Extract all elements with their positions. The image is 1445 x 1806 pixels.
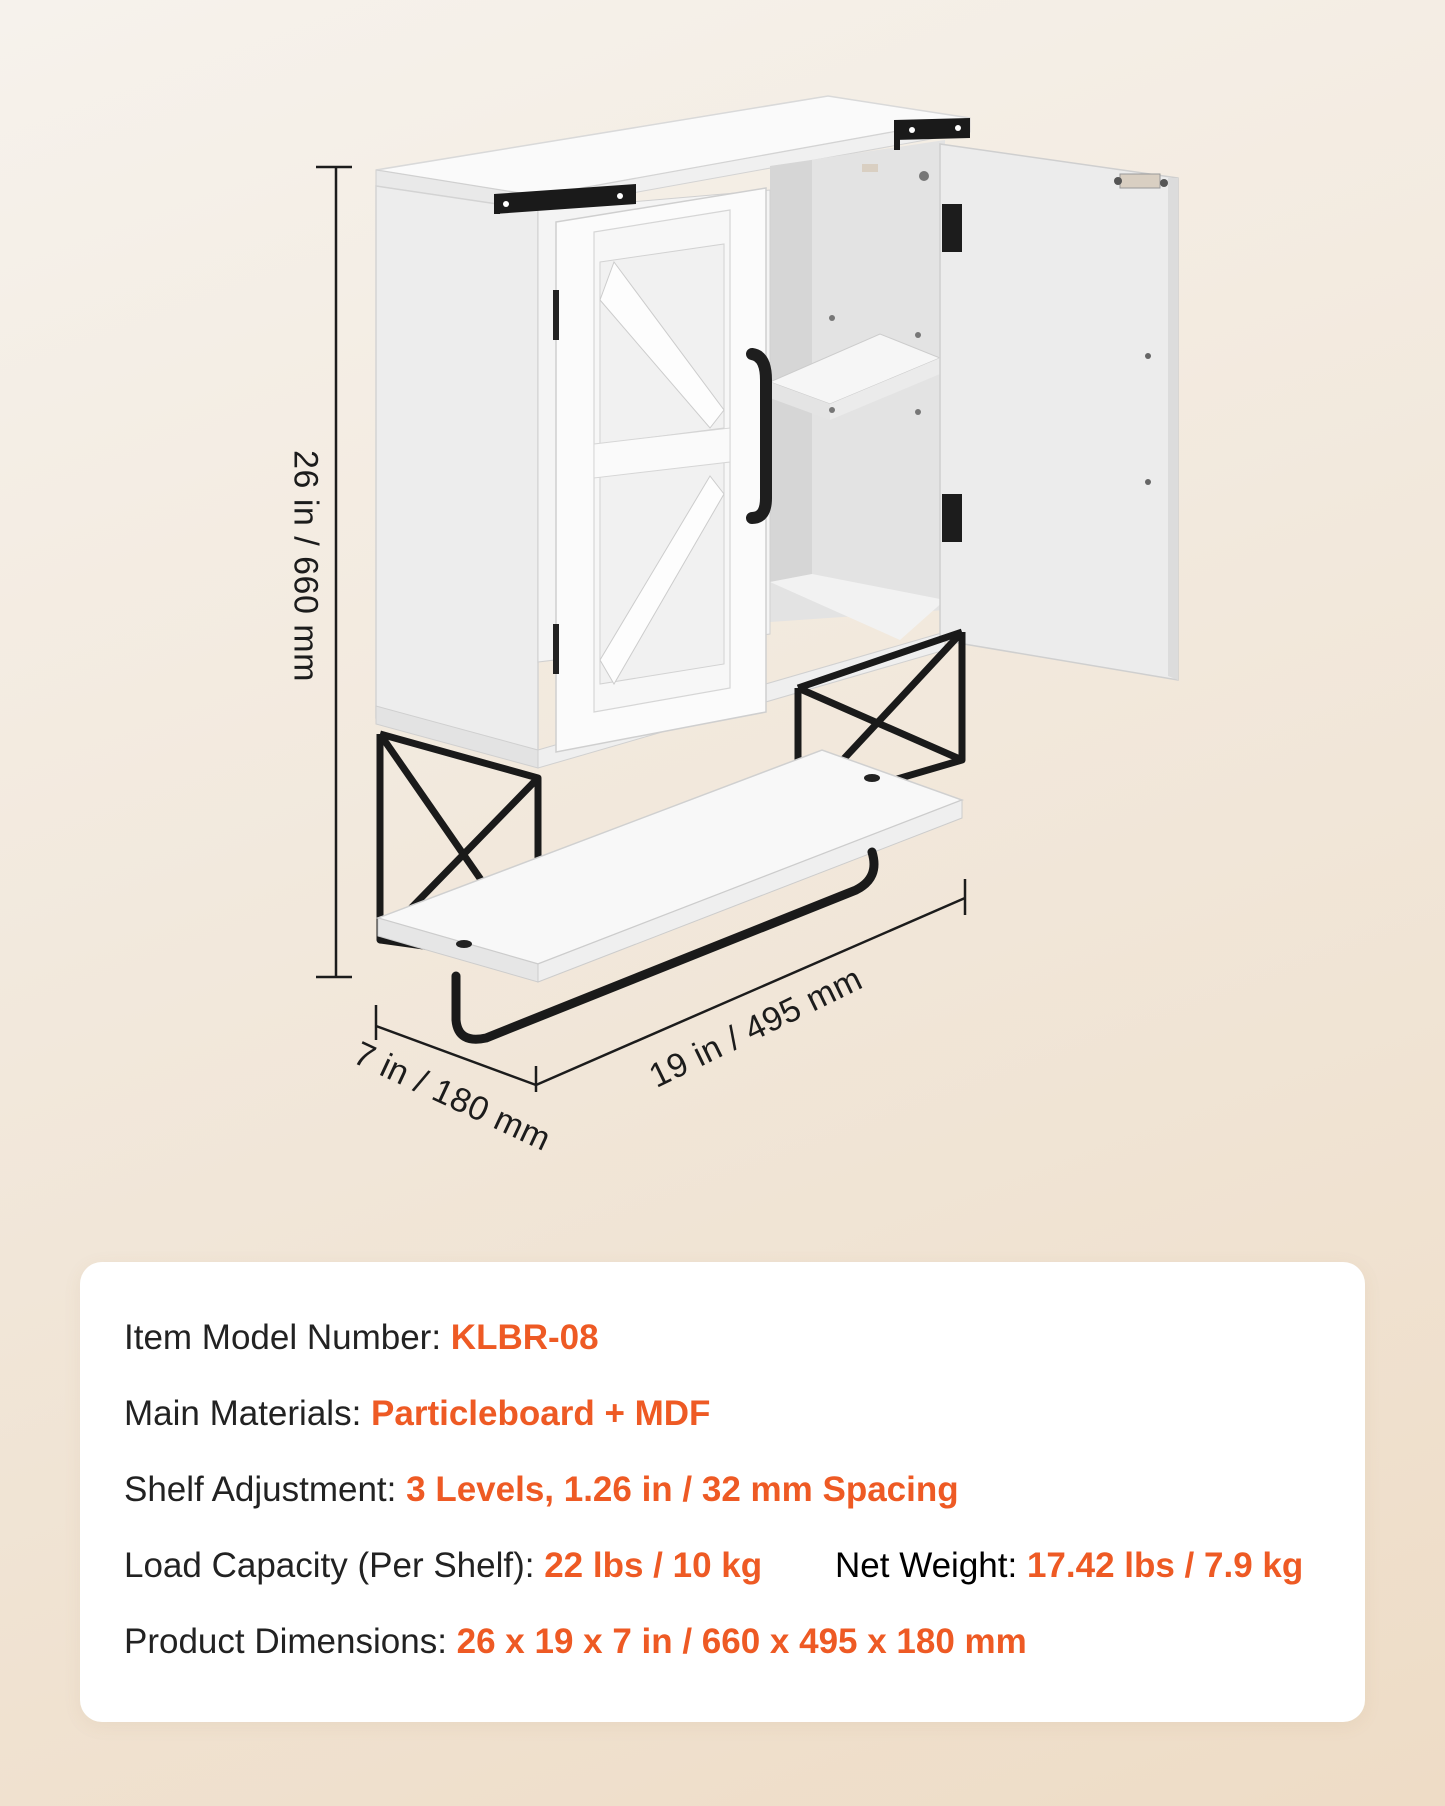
height-dimension-label: 26 in / 660 mm bbox=[286, 450, 325, 682]
spec-model-value: KLBR-08 bbox=[450, 1318, 599, 1357]
barn-door bbox=[553, 188, 766, 752]
spec-shelf-adjustment-value: 3 Levels, 1.26 in / 32 mm Spacing bbox=[406, 1470, 959, 1509]
spec-shelf-adjustment bbox=[124, 1470, 959, 1510]
spec-load-capacity-value: 22 lbs / 10 kg bbox=[544, 1546, 763, 1585]
spec-net-weight-value: 17.42 lbs / 7.9 kg bbox=[1026, 1546, 1304, 1585]
spec-shelf-adjustment-label: Shelf Adjustment: bbox=[124, 1470, 397, 1509]
spec-net-weight-label: Net Weight: bbox=[835, 1546, 1018, 1585]
spec-dimensions-value: 26 x 19 x 7 in / 660 x 495 x 180 mm bbox=[456, 1622, 1027, 1661]
spec-card bbox=[80, 1262, 1365, 1722]
spec-materials-label: Main Materials: bbox=[124, 1394, 362, 1433]
spec-dimensions-label: Product Dimensions: bbox=[124, 1622, 447, 1661]
spec-model-label: Item Model Number: bbox=[124, 1318, 442, 1357]
spec-model-number bbox=[124, 1318, 599, 1358]
spec-dimensions bbox=[124, 1622, 1027, 1662]
spec-materials-value: Particleboard + MDF bbox=[371, 1394, 711, 1433]
depth-dimension-label: 7 in / 180 mm bbox=[347, 1034, 557, 1159]
spec-net-weight bbox=[835, 1546, 1303, 1586]
spec-load-capacity bbox=[124, 1546, 762, 1586]
spec-load-capacity-label: Load Capacity (Per Shelf): bbox=[124, 1546, 535, 1585]
width-dimension-label: 19 in / 495 mm bbox=[643, 959, 869, 1096]
spec-materials bbox=[124, 1394, 710, 1434]
